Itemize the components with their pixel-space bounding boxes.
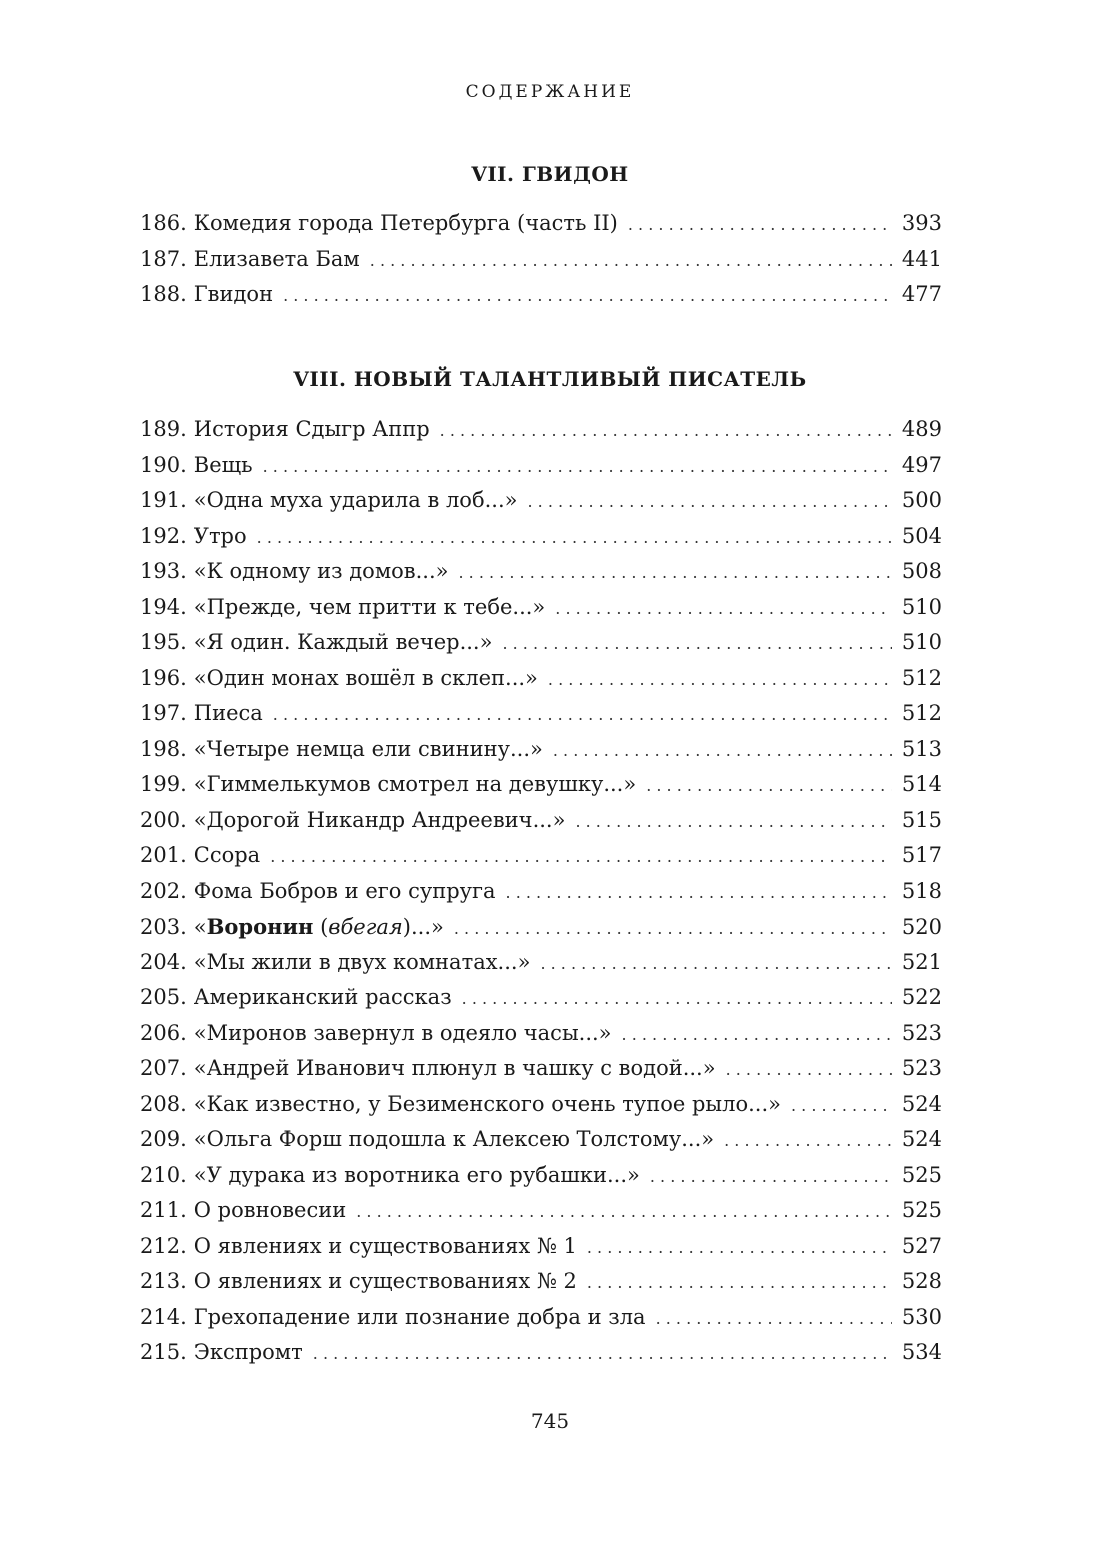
dot-leader <box>575 812 891 831</box>
toc-entry-page: 489 <box>901 417 942 441</box>
toc-entry-title: Комедия города Петербурга (часть II) <box>193 211 618 235</box>
toc-entry-page: 523 <box>901 1056 942 1080</box>
toc-entry[interactable] <box>140 843 942 879</box>
toc-entry[interactable] <box>140 1269 942 1305</box>
toc-entry-number: 197. <box>140 701 187 725</box>
toc-entry-number: 200. <box>140 807 187 832</box>
toc-entry-number: 203. <box>140 915 187 939</box>
toc-entry-title: «Миронов завернул в одеяло часы...» <box>193 1020 612 1045</box>
toc-entry[interactable] <box>140 1056 942 1092</box>
toc-entry-page: 441 <box>901 246 942 271</box>
toc-entry-title: «Мы жили в двух комнатах...» <box>193 949 531 974</box>
toc-entry-title: О ровновесии <box>193 1198 347 1222</box>
toc-entry-page: 393 <box>901 211 942 235</box>
toc-entry[interactable] <box>140 1305 942 1341</box>
toc-entry-page: 517 <box>901 843 942 867</box>
toc-entry-title: «У дурака из воротника его рубашки...» <box>193 1162 640 1187</box>
toc-entry-number: 215. <box>140 1340 187 1364</box>
toc-entry-page: 523 <box>901 1020 942 1045</box>
toc-entry-title: «Ольга Форш подошла к Алексею Толстому...» <box>193 1127 715 1151</box>
dot-leader <box>263 457 892 476</box>
toc-entry[interactable] <box>140 559 942 595</box>
toc-list-section-viii <box>140 417 942 1376</box>
toc-entry[interactable] <box>140 1340 942 1376</box>
toc-entry-title: «Я один. Каждый вечер...» <box>193 630 493 654</box>
toc-entry-page: 520 <box>901 915 942 939</box>
dot-leader <box>313 1344 892 1363</box>
toc-entry-title: Американский рассказ <box>193 985 452 1009</box>
toc-entry-number: 202. <box>140 878 187 903</box>
toc-entry-page: 521 <box>901 949 942 974</box>
toc-entry-number: 187. <box>140 246 187 271</box>
toc-entry-number: 213. <box>140 1269 187 1293</box>
toc-entry-title: Вещь <box>193 452 253 477</box>
toc-entry-number: 201. <box>140 843 187 867</box>
toc-entry-title: «Как известно, у Безименского очень тупое рыло...» <box>193 1091 781 1116</box>
dot-leader <box>622 1025 892 1044</box>
dot-leader <box>527 492 891 511</box>
title-space-paren: ( <box>313 915 329 939</box>
toc-entry-title: О явлениях и существованиях № 1 <box>193 1233 577 1258</box>
toc-entry[interactable] <box>140 879 942 915</box>
toc-entry[interactable] <box>140 595 942 631</box>
toc-entry-title <box>194 914 444 939</box>
dot-leader <box>656 1309 892 1328</box>
section-title-viii: VIII. НОВЫЙ ТАЛАНТЛИВЫЙ ПИСАТЕЛЬ <box>293 367 807 391</box>
toc-entry-number: 209. <box>140 1127 187 1151</box>
title-open-quote: « <box>193 915 207 939</box>
toc-entry-number: 193. <box>140 559 187 583</box>
toc-entry-number: 210. <box>140 1162 187 1187</box>
toc-entry-number: 188. <box>140 282 187 306</box>
dot-leader <box>454 919 892 938</box>
toc-entry[interactable] <box>140 524 942 560</box>
toc-entry-page: 513 <box>901 736 942 761</box>
toc-entry-number: 192. <box>140 523 187 548</box>
dot-leader <box>506 883 892 902</box>
toc-entry[interactable] <box>140 247 942 283</box>
toc-entry-number: 196. <box>140 665 187 690</box>
dot-leader <box>459 563 892 582</box>
toc-entry-title: История Сдыгр Аппр <box>193 417 430 441</box>
toc-entry-page: 530 <box>901 1304 942 1329</box>
dot-leader <box>283 286 892 305</box>
toc-entry-title: Экспромт <box>193 1340 303 1364</box>
toc-entry-number: 190. <box>140 452 187 477</box>
toc-entry-number: 207. <box>140 1056 187 1080</box>
toc-entry-page: 515 <box>901 807 942 832</box>
dot-leader <box>646 776 892 795</box>
dot-leader <box>555 599 892 618</box>
toc-entry-title: «Четыре немца ели свинину...» <box>193 736 543 761</box>
dot-leader <box>587 1238 892 1257</box>
toc-entry-title: Утро <box>193 523 247 548</box>
toc-entry-number: 212. <box>140 1233 187 1258</box>
toc-entry-title: Гвидон <box>193 282 274 306</box>
toc-entry-page: 525 <box>901 1198 942 1222</box>
toc-entry-number: 205. <box>140 985 187 1009</box>
toc-entry-title: «Прежде, чем притти к тебе...» <box>193 594 546 619</box>
toc-entry-page: 500 <box>901 488 942 512</box>
toc-entry-title: Ссора <box>193 843 261 867</box>
dot-leader <box>257 528 892 547</box>
toc-entry[interactable] <box>140 453 942 489</box>
title-bold-name: Воронин <box>206 914 314 939</box>
toc-entry-number: 191. <box>140 488 187 512</box>
toc-entry[interactable] <box>140 1198 942 1234</box>
toc-entry-title: «Гиммелькумов смотрел на девушку...» <box>193 772 637 796</box>
dot-leader <box>356 1202 892 1221</box>
toc-entry[interactable] <box>140 737 942 773</box>
toc-entry[interactable] <box>140 1234 942 1270</box>
dot-leader <box>724 1131 892 1150</box>
toc-entry-title: «Андрей Иванович плюнул в чашку с водой...» <box>193 1056 716 1080</box>
dot-leader <box>462 989 892 1008</box>
toc-entry[interactable] <box>140 914 942 950</box>
dot-leader <box>628 215 892 234</box>
toc-entry-title: «Дорогой Никандр Андреевич...» <box>193 807 566 832</box>
dot-leader <box>540 954 891 973</box>
toc-entry[interactable] <box>140 772 942 808</box>
toc-entry-title: Пиеса <box>193 701 263 725</box>
toc-entry[interactable] <box>140 282 942 318</box>
toc-entry[interactable] <box>140 1163 942 1199</box>
dot-leader <box>370 251 892 270</box>
toc-entry-number: 186. <box>140 211 187 235</box>
title-close: )...» <box>402 915 444 939</box>
toc-entry[interactable] <box>140 808 942 844</box>
dot-leader <box>502 634 891 653</box>
toc-entry-number: 194. <box>140 594 187 619</box>
toc-entry-page: 512 <box>901 665 942 690</box>
toc-entry[interactable] <box>140 985 942 1021</box>
toc-entry-page: 504 <box>901 523 942 548</box>
toc-entry-title: Елизавета Бам <box>193 246 360 271</box>
toc-entry-page: 528 <box>901 1269 942 1293</box>
toc-entry-number: 204. <box>140 949 187 974</box>
running-head: СОДЕРЖАНИЕ <box>465 82 635 102</box>
toc-list-section-vii <box>140 211 942 318</box>
toc-entry-title: Фома Бобров и его супруга <box>193 878 496 903</box>
page-number: 745 <box>530 1409 570 1433</box>
toc-entry-page: 477 <box>901 282 942 306</box>
dot-leader <box>553 741 892 760</box>
toc-entry-page: 508 <box>901 559 942 583</box>
dot-leader <box>273 705 892 724</box>
toc-entry-page: 510 <box>901 630 942 654</box>
toc-entry[interactable] <box>140 630 942 666</box>
dot-leader <box>791 1096 892 1115</box>
dot-leader <box>587 1273 892 1292</box>
toc-entry[interactable] <box>140 417 942 453</box>
toc-entry[interactable] <box>140 1021 942 1057</box>
toc-entry-number: 211. <box>140 1198 187 1222</box>
toc-entry[interactable] <box>140 701 942 737</box>
toc-entry-page: 510 <box>901 594 942 619</box>
toc-entry-page: 524 <box>901 1091 942 1116</box>
toc-entry-page: 534 <box>901 1340 942 1364</box>
toc-entry[interactable] <box>140 211 942 247</box>
toc-entry-page: 518 <box>901 878 942 903</box>
toc-entry-page: 497 <box>901 452 942 477</box>
toc-entry-title: «К одному из домов...» <box>193 559 449 583</box>
toc-entry-number: 195. <box>140 630 187 654</box>
toc-entry-number: 214. <box>140 1304 187 1329</box>
toc-entry-page: 514 <box>901 772 942 796</box>
toc-entry-number: 199. <box>140 772 187 796</box>
dot-leader <box>650 1167 892 1186</box>
toc-entry-title: «Один монах вошёл в склеп...» <box>193 665 538 690</box>
toc-entry-page: 522 <box>901 985 942 1009</box>
dot-leader <box>548 670 892 689</box>
toc-entry[interactable] <box>140 1092 942 1128</box>
title-italic-direction: вбегая <box>328 915 403 939</box>
toc-entry-number: 189. <box>140 417 187 441</box>
toc-entry-page: 524 <box>901 1127 942 1151</box>
toc-entry-number: 206. <box>140 1020 187 1045</box>
toc-entry-page: 512 <box>901 701 942 725</box>
toc-entry[interactable] <box>140 666 942 702</box>
toc-entry[interactable] <box>140 950 942 986</box>
dot-leader <box>726 1060 892 1079</box>
toc-entry-title: Грехопадение или познание добра и зла <box>193 1304 646 1329</box>
toc-entry-number: 198. <box>140 736 187 761</box>
toc-entry[interactable] <box>140 488 942 524</box>
toc-entry-number: 208. <box>140 1091 187 1116</box>
dot-leader <box>270 847 892 866</box>
section-title-vii: VII. ГВИДОН <box>471 162 629 186</box>
dot-leader <box>440 421 892 440</box>
toc-entry-title: О явлениях и существованиях № 2 <box>193 1269 577 1293</box>
toc-entry-page: 527 <box>901 1233 942 1258</box>
toc-entry[interactable] <box>140 1127 942 1163</box>
toc-entry-page: 525 <box>901 1162 942 1187</box>
toc-entry-title: «Одна муха ударила в лоб...» <box>193 488 518 512</box>
